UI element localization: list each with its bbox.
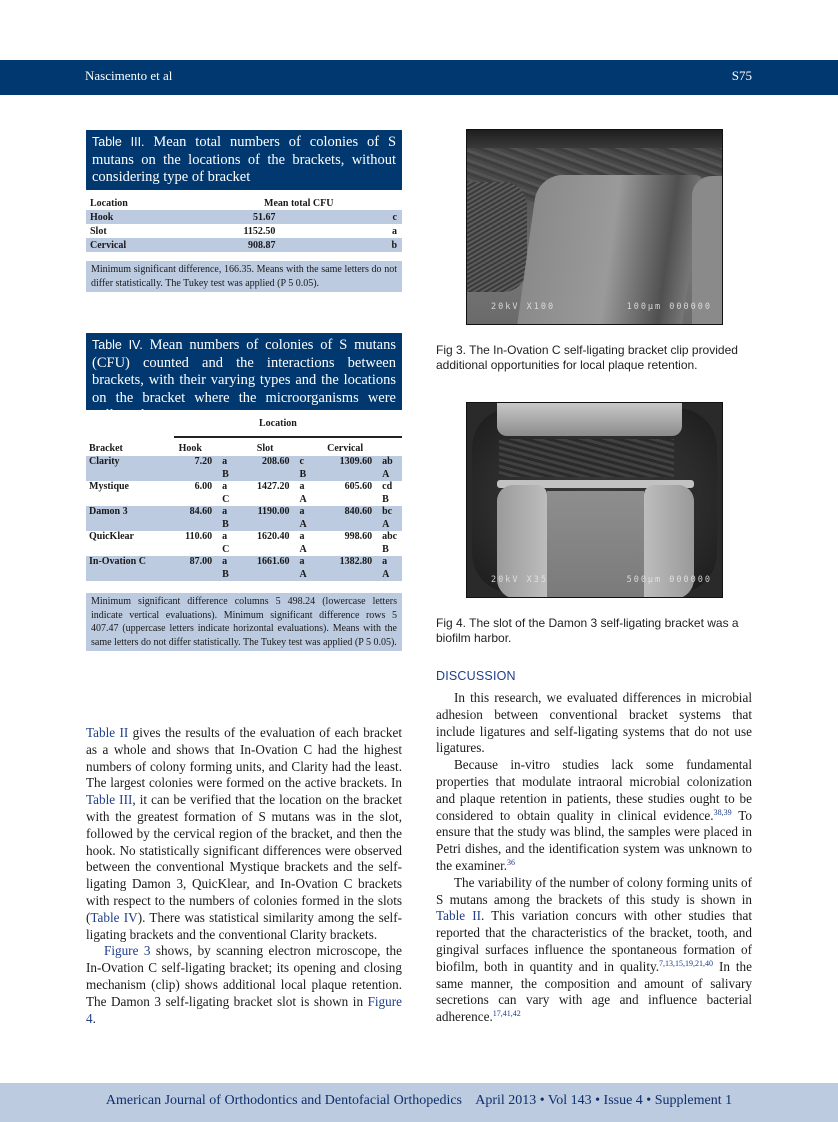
citation-ref[interactable]: 7,13,15,19,21,40 — [659, 958, 714, 968]
figure-3-link[interactable]: Figure 3 — [104, 943, 151, 959]
spanner-rule — [174, 436, 402, 438]
running-footer — [0, 1083, 838, 1122]
table-4 — [86, 333, 402, 651]
paragraph: In this research, we evaluated differences in microbial adhesion between conventional bracket systems that include ligatures and self-ligating systems that do not use ligatures. — [436, 690, 752, 756]
paragraph: The variability of the number of colony forming units of S mutans among the brackets of this study is shown in Table II. This variation concurs with other studies that reported that the characteristics of the bracket, tooth, and gingival surfaces influence the spontaneous formation of biofilm, both in quantity and in quality.$^{7,13,15,19,21,40}$ In the same manner, the composition and amount of salivary secretions can vary with age and influence bacterial adherence.$^{17,41,42}$ — [436, 874, 752, 1025]
table-row: QuicKlear 110.60 a C 1620.40 a A 998.60 abc B — [89, 531, 398, 555]
table-row: Slot 1152.50 a — [90, 225, 397, 237]
table-3-title: Table III. Mean total numbers of colonies of S mutans on the locations of the brackets, without considering type of bracket — [86, 130, 402, 190]
running-header — [0, 60, 838, 95]
page-number: S75 — [731, 68, 752, 83]
table-row: Mystique 6.00 a C 1427.20 a A 605.60 cd B — [89, 481, 393, 505]
section-heading-discussion: DISCUSSION — [436, 669, 516, 683]
table-row: Hook 51.67 c — [86, 210, 402, 224]
table-row: In-Ovation C 87.00 a B 1661.60 a A 1382.80 a A — [86, 556, 402, 581]
table-2-link[interactable]: Table II — [436, 908, 481, 924]
running-author: Nascimento et al — [85, 68, 173, 83]
table-4-grid — [86, 440, 402, 581]
table-row: Cervical 908.87 b — [86, 238, 402, 252]
table-2-link[interactable]: Table II — [86, 725, 129, 740]
paragraph: Figure 3 shows, by scanning electron microscope, the In-Ovation C self-ligating bracket; its opening and closing mechanism (clip) shows additional local plaque retention. The Damon 3 self-ligating bracket slot is shown in Figure 4. — [86, 943, 402, 1026]
table-3-footnote: Minimum significant difference, 166.35. Means with the same letters do not differ statistically. The Tukey test was applied (P 5 0.05). — [86, 261, 402, 292]
table-4-footnote: Minimum significant difference columns 5 498.24 (lowercase letters indicate vertical evaluations). Minimum significant difference rows 5 407.47 (uppercase letters indicate horizontal evaluations). Means with the same letters do not differ statistically. The Tukey test was applied (P 5 0.05). — [86, 593, 402, 651]
table-3-grid — [86, 196, 402, 252]
sem-scale-label: 20kV X35 500µm 000000 — [491, 575, 712, 585]
figure-3-caption: Fig 3. The In-Ovation C self-ligating bracket clip provided additional opportunities for local plaque retention. — [436, 343, 738, 372]
citation-ref[interactable]: 36 — [507, 857, 516, 867]
sem-scale-label: 20kV X100 100µm 000000 — [491, 302, 712, 312]
left-column-text — [86, 725, 402, 1027]
table-3-link[interactable]: Table III — [86, 792, 133, 808]
table-4-title: Table IV. Mean numbers of colonies of S mutans (CFU) counted and the interactions between brackets, with their varying types and the locations on the bracket where the microorganisms were collected — [86, 333, 402, 410]
location-spanner: Location — [86, 410, 402, 440]
paragraph: Table II gives the results of the evaluation of each bracket as a whole and shows that In-Ovation C had the highest numbers of colony forming units, and Clarity had the least. The largest colonies were formed on the active brackets. In Table III, it can be verified that the location on the bracket with the greatest formation of S mutans was in the slot, followed by the cervical region of the bracket, and then the hook. No statistically significant differences were observed between the conventional Mystique brackets and the self-ligating Damon 3, QuicKlear, and In-Ovation C brackets with respect to the numbers of colonies formed in the slots (Table IV). There was statistical similarity among the self-ligating brackets and the conventional Clarity brackets. — [86, 725, 403, 942]
figure-4-sem-image — [466, 402, 723, 598]
table-row: Clarity 7.20 a B 208.60 c B 1309.60 ab A — [86, 456, 402, 481]
table-3 — [86, 130, 402, 292]
right-column-text — [436, 690, 752, 1026]
table-4-link[interactable]: Table IV — [90, 909, 138, 925]
journal-citation: American Journal of Orthodontics and Dentofacial Orthopedics April 2013 • Vol 143 • Issue 4 • Supplement 1 — [105, 1093, 733, 1108]
citation-ref[interactable]: 38,39 — [713, 807, 732, 817]
table-header-row: Location Mean total CFU — [90, 197, 334, 209]
citation-ref[interactable]: 17,41,42 — [492, 1009, 521, 1019]
figure-4-caption: Fig 4. The slot of the Damon 3 self-ligating bracket was a biofilm harbor. — [436, 616, 739, 645]
figure-4-link[interactable]: Figure 4 — [86, 993, 402, 1026]
table-row: Damon 3 84.60 a B 1190.00 a A 840.60 bc A — [86, 506, 402, 531]
paragraph: Because in-vitro studies lack some fundamental properties that modulate intraoral microbial colonization and plaque retention in patients, these studies ought to be considered to obtain quality in clinical evidence.$^{38,39}$ To ensure that the study was blind, the samples were placed in Petri dishes, and the identification system was unknown to the examiner.$^{36}$ — [436, 757, 752, 873]
table-header-row: Bracket Hook Slot Cervical — [89, 442, 364, 454]
figure-3-sem-image — [466, 129, 723, 325]
